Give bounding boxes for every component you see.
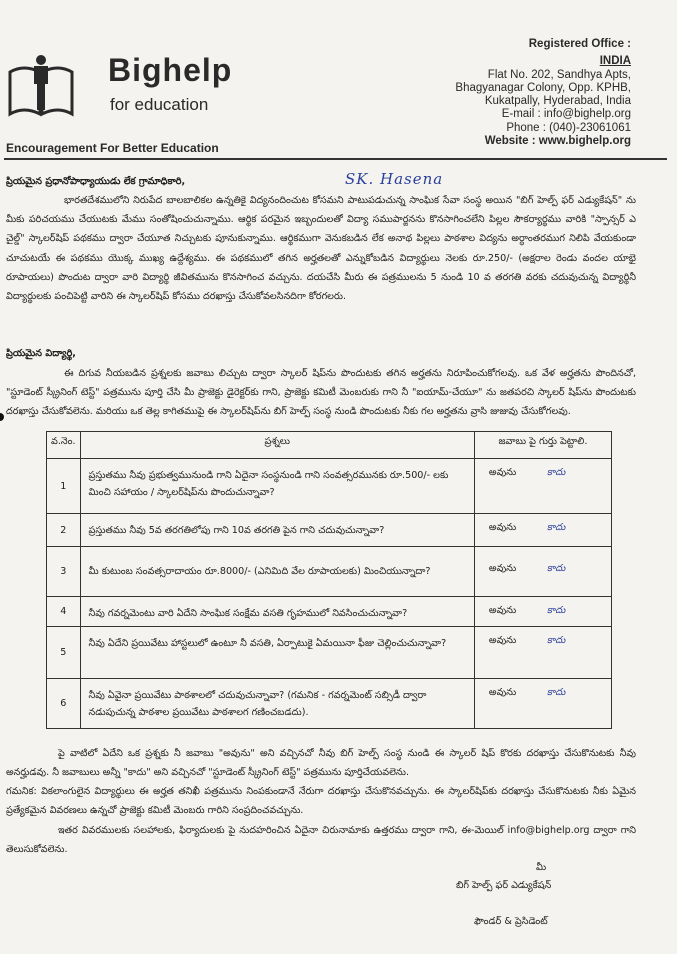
- office-address-line: Bhagyanagar Colony, Opp. KPHB,: [455, 81, 631, 94]
- eligibility-table: [46, 431, 612, 729]
- office-address-line: Kukatpally, Hyderabad, India: [484, 95, 631, 108]
- table-row: [47, 627, 612, 679]
- answer-yes[interactable]: అవును: [488, 563, 517, 574]
- row-answer: [474, 547, 611, 597]
- table-header-row: [47, 432, 612, 459]
- row-number: 6: [47, 679, 81, 729]
- column-header-number: వ.నెం.: [47, 432, 81, 459]
- answer-no[interactable]: కాదు: [546, 467, 566, 478]
- answer-no[interactable]: కాదు: [546, 522, 566, 533]
- signature-organization: బిగ్ హెల్ప్ ఫర్ ఎడ్యుకేషన్: [456, 880, 552, 891]
- row-number: 4: [47, 597, 81, 627]
- column-header-answer: జవాబు పై గుర్తు పెట్టాలి.: [474, 432, 611, 459]
- table-row: [47, 679, 612, 729]
- row-number: 1: [47, 459, 81, 514]
- column-header-questions: ప్రశ్నలు: [80, 432, 474, 459]
- salutation-headmaster: ప్రియమైన ప్రధానోపాధ్యాయుడు లేక గ్రామాధికారి,: [6, 176, 186, 187]
- handwritten-student-name: SK. Hasena: [345, 170, 444, 188]
- intro-paragraph: భారతదేశములోని నిరుపేద బాలబాలికల ఉన్నతికై విద్యనందించుట కోసమని పాటుపడుచున్న సాంఘిక సేవా సంస్థ అయిన "బిగ్ హెల్ప్ ఫర్ ఎడ్యుకేషన్" ను మీకు పరిచయము చేయుటకు మేము సంతోషించుచున్నాము. ఆర్థిక పరమైన ఇబ్బందులతో విద్యా సముపార్జనను కొనసాగించలేని పిల్లల సౌకర్యార్థము వారికి "స్పాన్సర్ ఎ చైల్డ్" స్కాలర్‌షిప్ పథకము ద్వారా చేయూత నిచ్చుటకు పూనుకున్నాము. ఆర్థికముగా వెనుకబడిన లేక అనాథ పిల్లలు పాఠశాల విద్యను అర్ధాంతరముగ నిలిపి వేయకుండా చూచుటయే ఈ పథకము యొక్క ముఖ్య ఉద్దేశ్యము. ఈ పథకములో తగిన అర్హతలతో ఎన్నుకోబడిన విద్యార్థులు నెలకు రూ.250/- (అక్షరాల రెండు వందల యాభై రూపాయలు) పొందుట ద్వారా వారి విద్యార్థి జీవితమును కొనసాగించ వచ్చును. దయచేసి మీరు ఈ పత్రములను 5 నుండి 10 వ తరగతి వరకు చదువుచున్న విద్యార్థినీ విద్యార్థులకు పంచిపెట్టి వారిని ఈ స్కాలర్‌షిప్ కోసము దరఖాస్తు చేసుకోవలసినదిగా కోరగలరు.: [6, 195, 637, 303]
- answer-yes[interactable]: అవును: [488, 687, 517, 698]
- office-address-line: Flat No. 202, Sandhya Apts,: [487, 68, 631, 81]
- row-question: నీవు ఏవైనా ప్రయివేటు పాఠశాలలో చదువుచున్నావా? (గమనిక - గవర్నమెంట్ సబ్సిడీ ద్వారా నడుపుచున్న పాఠశాల ప్రయివేటు పాఠశాలగ గణించబడదు).: [80, 679, 474, 729]
- signature-closing: మీ: [536, 862, 547, 873]
- row-answer: [474, 679, 611, 729]
- brand-subtitle: for education: [110, 95, 209, 114]
- table-row: [47, 514, 612, 547]
- book-logo-icon: [6, 52, 76, 124]
- answer-yes[interactable]: అవును: [488, 467, 517, 478]
- row-question: ప్రస్తుతము నీవు ప్రభుత్వమునుండి గాని ఏదైనా సంస్థనుండి గాని సంవత్సరమునకు రూ.500/- లకు మించి సహాయం / స్కాలర్‌షిప్‌ను పొందుచున్నావా?: [80, 459, 474, 514]
- table-row: [47, 597, 612, 627]
- row-question: నీవు గవర్నమెంటు వారి ఏదేని సాంఘిక సంక్షేమ వసతి గృహములో నివసించుచున్నావా?: [80, 597, 474, 627]
- student-paragraph: ఈ దిగువ నీయబడిన ప్రశ్నలకు జవాబు లిచ్చుట ద్వారా స్కాలర్ షిప్‌ను పొందుటకు తగిన అర్హతను నిరూపించుకోగలవు. ఒక వేళ అర్హతను పొందినచో, "స్టూడెంట్ స్క్రీనింగ్ టెస్ట్" పత్రమును పూర్తి చేసి మీ ప్రాజెక్టు డైరెక్టర్‌కు గాని, ప్రాజెక్టు కమిటీ మెంబరుకు గాని నీ "ఐయామ్-చేయూ" ను జతపరచి స్కాలర్ షిప్‌ను పొందుటకు దరఖాస్తు చేసుకోవలెను. మరియు ఒక తెల్ల కాగితముపై ఈ స్కాలర్‌షిప్‌ను బిగ్ హెల్ప్ సంస్థ నుండి పొందుటకు నీకు గల అర్హతను వ్రాసి జుజువు చేసుకోగలవు.: [6, 368, 636, 418]
- answer-no[interactable]: కాదు: [546, 635, 566, 646]
- office-website: Website : www.bighelp.org: [484, 135, 631, 148]
- row-answer: [474, 627, 611, 679]
- row-number: 2: [47, 514, 81, 547]
- office-email: E-mail : info@bighelp.org: [501, 108, 631, 121]
- punch-hole: [0, 413, 4, 421]
- answer-no[interactable]: కాదు: [546, 605, 566, 616]
- row-question: ప్రస్తుతము నీవు 5వ తరగతిలోపు గాని 10వ తరగతి పైన గాని చదువుచున్నావా?: [80, 514, 474, 547]
- answer-no[interactable]: కాదు: [546, 563, 566, 574]
- registered-office: [455, 38, 631, 148]
- row-answer: [474, 459, 611, 514]
- answer-yes[interactable]: అవును: [488, 635, 517, 646]
- tagline: Encouragement For Better Education: [6, 141, 219, 155]
- answer-yes[interactable]: అవును: [488, 605, 517, 616]
- row-number: 5: [47, 627, 81, 679]
- row-question: మీ కుటుంబ సంవత్సరాదాయం రూ.8000/- (ఎనిమిది వేల రూపాయలకు) మించియున్నాదా?: [80, 547, 474, 597]
- row-number: 3: [47, 547, 81, 597]
- answer-no[interactable]: కాదు: [546, 687, 566, 698]
- answer-yes[interactable]: అవును: [488, 522, 517, 533]
- office-country: INDIA: [599, 55, 631, 68]
- office-phone: Phone : (040)-23061061: [506, 121, 631, 134]
- row-answer: [474, 597, 611, 627]
- row-question: నీవు ఏదేని ప్రయివేటు హాస్టలులో ఉంటూ నీ వసతి, ఏర్పాటుకై ఏమయినా ఫీజు చెల్లించుచున్నావా?: [80, 627, 474, 679]
- row-answer: [474, 514, 611, 547]
- disability-note: గమనిక: వికలాంగులైన విద్యార్థులు ఈ అర్హత తనిఖీ పత్రమును నింపకుండానే నేరుగా దరఖాస్తు చేసుకొనవచ్చును. ఈ స్కాలర్‌షిప్‌కు దరఖాస్తు చేసుకొనుటకు నీకు ఏమైన ప్రత్యేకమైన వివరణలు ఉన్నచో ప్రాజెక్టు కమిటీ మెంబరు గారిని సంప్రదించవచ్చును.: [6, 786, 636, 817]
- header-divider: [4, 158, 667, 160]
- office-title: Registered Office :: [528, 38, 631, 50]
- salutation-student: ప్రియమైన విద్యార్థి,: [6, 348, 76, 359]
- table-row: [47, 459, 612, 514]
- table-row: [47, 547, 612, 597]
- contact-note: ఇతర వివరములకు సలహాలకు, ఫిర్యాదులకు పై నుదహరించిన ఏదైనా చిరునామాకు ఉత్తరము ద్వారా గాని, ఈ-మెయిల్ info@bighelp.org ద్వారా గాని తెలుసుకోవలెను.: [6, 825, 636, 856]
- signature-title: ఫౌండర్ & ప్రెసిడెంట్: [474, 916, 548, 927]
- ineligibility-note: పై వాటిలో ఏదేని ఒక ప్రశ్నకు నీ జవాబు "అవును" అని వచ్చినచో నీవు బిగ్ హెల్ప్ సంస్థ నుండి ఈ స్కాలర్ షిప్ కొరకు దరఖాస్తు చేసుకొనుటకు నీవు అనర్హుడవు. నీ జవాబులు అన్నీ "కాదు" అని వచ్చినచో "స్టూడెంట్ స్క్రీనింగ్ టెస్ట్" పత్రమును పూర్తిచేయవలెను.: [6, 748, 636, 779]
- brand-name: Bighelp: [108, 52, 233, 88]
